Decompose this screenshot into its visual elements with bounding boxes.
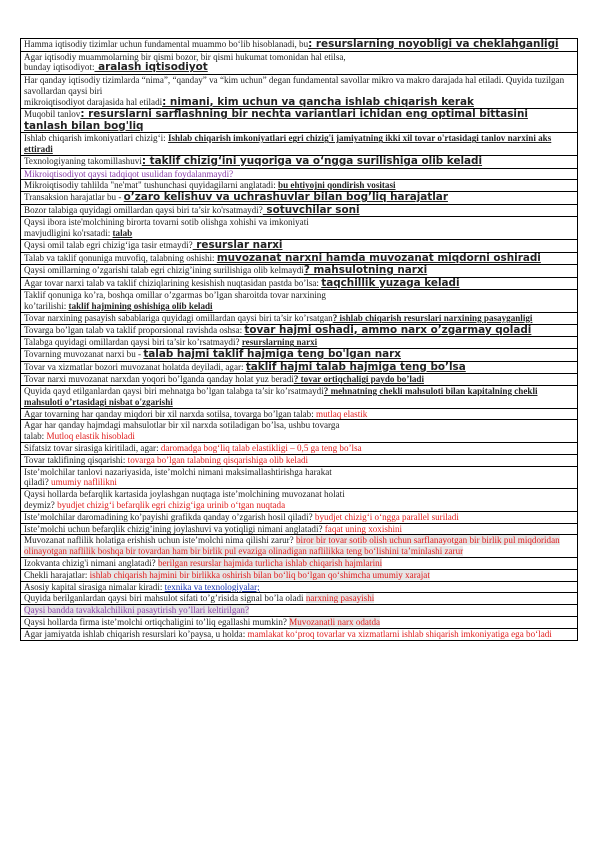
question-text: Qaysi omil talab egri chizig‘iga tasir etmaydi? <box>24 239 193 250</box>
question-text-continued: talab: <box>24 431 47 442</box>
answer-text: : nimani, kim uchun va qancha ishlab chiqarish kerak <box>162 95 474 108</box>
answer-text: : resurslarning noyobligi va cheklahganligi <box>308 39 559 50</box>
qa-row <box>21 593 577 605</box>
qa-row <box>21 39 577 52</box>
question-text-continued: deymiz? <box>24 500 58 511</box>
answer-text: sotuvchilar soni <box>262 204 360 216</box>
question-text-continued: mikroiqtisodiyot darajasida hal etiladi <box>24 96 163 107</box>
qa-row <box>21 535 577 558</box>
qa-row <box>21 489 577 512</box>
qa-row <box>21 290 577 313</box>
question-text: Talabga quyidagi omillardan qaysi biri ta’sir ko’rsatmaydi? <box>24 337 242 348</box>
answer-text: ? mahsulotning narxi <box>303 265 428 277</box>
answer-text: talab hajmi taklif hajmiga teng bo'lgan narx <box>143 349 401 361</box>
question-text: Mikroiqtisodiy tahlilda "ne'mat" tushunchasi quyidagilarni anglatadi: <box>24 180 279 191</box>
answer-text: daromadga bog‘liq talab elastikligi – 0,5 ga teng bo’lsa <box>160 443 362 454</box>
question-text: Agar tovarning har qanday miqdori bir xil narxda sotilsa, tovarga bo’lgan talab: <box>24 408 317 419</box>
qa-row <box>21 409 577 421</box>
answer-text: ? mehnatning chekli mahsuloti bilan kapitalning chekli mahsuloti o’rtasidagi nisbat o'zgarishi <box>24 386 538 407</box>
qa-row <box>21 325 577 338</box>
question-text: Mikroiqtisodiyot qaysi tadqiqot usulidan foydalanmaydi? <box>24 168 234 179</box>
question-text-continued: qiladi? <box>24 477 52 488</box>
answer-text: o’zaro kelishuv va uchrashuvlar bilan bog’liq harajatlar <box>123 192 448 204</box>
answer-text: narxning pasayishi <box>305 593 375 604</box>
qa-row <box>21 75 577 109</box>
question-text: Quyida berilganlardan qaysi biri mahsulot sifati to’g’risida signal bo’la oladi <box>24 593 306 604</box>
qa-row <box>21 253 577 266</box>
answer-text: ? tovar ortiqchaligi paydo bo’ladi <box>293 374 425 385</box>
qa-row <box>21 617 577 629</box>
qa-row <box>21 169 577 181</box>
qa-row <box>21 570 577 582</box>
answer-text: umumiy naflilikni <box>51 477 117 488</box>
qa-row <box>21 349 577 362</box>
qa-row <box>21 180 577 192</box>
answer-text: byudjet chizig‘i befarqlik egri chizig‘iga urinib o‘tgan nuqtada <box>57 500 286 511</box>
question-text: Muvozanat naflilik holatiga erishish uchun iste’molchi nima qilishi zarur? <box>24 535 296 546</box>
answer-text: Ishlab chiqarish imkoniyatlari egri chizig'i jamiyatning ikki xil tovar o'rtasidagi tanlov narxini aks ettiradi <box>24 133 552 155</box>
qa-row <box>21 455 577 467</box>
question-text: Muqobil tanlov <box>24 109 81 120</box>
qa-row <box>21 386 577 409</box>
answer-text: tovar hajmi oshadi, ammo narx o’zgarmay qoladi <box>244 324 532 336</box>
qa-row <box>21 337 577 349</box>
qa-row <box>21 52 577 75</box>
question-text: Tovar narxining pasayish sabablariga quyidagi omillardan qaysi biri ta’sir ko’rsatgan <box>24 312 333 323</box>
answer-text: aralash iqtisodiyot <box>94 61 208 74</box>
answer-text: Muvozanatli narx odatda <box>289 617 381 627</box>
question-text: Quyida qayd etilganlardan qaysi biri mehnatga bo’lgan talabga ta’sir ko’rsatmaydi <box>24 386 324 397</box>
answer-text: berilgan resurslar hajmida turlicha ishlab chiqarish hajmlarini <box>157 558 383 569</box>
question-text: Bozor talabiga quyidagi omillardan qaysi biri ta’sir ko'rsatmaydi? <box>24 204 263 215</box>
answer-text: faqat uning xoxishini <box>324 523 403 534</box>
answer-text: taklif hajmi talab hajmiga teng bo’lsa <box>245 361 466 373</box>
question-text: Agar har qanday hajmdagi mahsulotlar bir xil narxda sotiladigan bo’lsa, ushbu tovarga <box>24 420 340 431</box>
answer-text: ? ishlab chiqarish resurslari narxining pasayganligi <box>332 312 533 323</box>
question-text: Tovar va xizmatlar bozori muvozanat holatda deyiladi, agar: <box>24 361 246 372</box>
question-text: Qaysi ibora iste'molchining birorta tovarni sotib olishga xohishi va imkoniyati <box>24 217 309 228</box>
qa-row <box>21 467 577 490</box>
answer-text: bu ehtiyojni qondirish vositasi <box>278 180 396 191</box>
question-text: Chekli harajatlar: <box>24 569 90 580</box>
question-text: Tovar taklifining qisqarishi: <box>24 454 128 465</box>
question-text: Agar iqtisodiy muammolarning bir qismi bozor, bir qismi hukumat tomonidan hal etilsa, <box>24 51 346 62</box>
qa-row <box>21 629 577 641</box>
answer-text: ishlab chiqarish hajmini bir birlikka oshirish bilan bo‘liq bo‘lgan qo‘shimcha umumiy xarajat <box>89 569 430 580</box>
qa-row <box>21 205 577 218</box>
answer-text: biror bir tovar sotib olish uchun sarflanayotgan bir birlik pul miqdoridan olinayotgan naflilik boshqa bir tovardan ham bir birlik pul evaziga olinadigan naflilikka teng bo‘lishini ta’minlashi zarur <box>24 535 560 557</box>
question-text: Taklif qonuniga ko’ra, boshqa omillar o’zgarmas bo’lgan sharoitda tovar narxining <box>24 290 326 301</box>
qa-row <box>21 240 577 253</box>
answer-text: texnika va texnologiyalar; <box>164 581 260 592</box>
answer-text: resurslar narxi <box>192 239 283 251</box>
qa-row <box>21 278 577 291</box>
question-text: Qaysi hollarda befarqlik kartasida joylashgan nuqtaga iste’molchining muvozanat holati <box>24 489 345 500</box>
question-text: Agar jamiyatda ishlab chiqarish resurslari ko’paysa, u holda: <box>24 628 248 639</box>
question-text: Iste’molchi uchun befarqlik chizig’ining joylashuvi va yotiqligi nimani anglatadi? <box>24 523 325 534</box>
question-text: Sifatsiz tovar sirasiga kiritiladi, agar: <box>24 443 161 454</box>
answer-text: Mutloq elastik hisobladi <box>46 431 135 442</box>
question-text: Talab va taklif qonuniga muvofiq, talabning oshishi: <box>24 252 217 263</box>
question-text: Transaksion harajatlar bu - <box>24 192 124 203</box>
question-text: Har qanday iqtisodiy tizimlarda “nima”, “qanday” va “kim uchun” degan fundamental savollar mikro va makro darajada hal etiladi. Quyida tuzilgan savollardan qaysi biri <box>24 74 565 96</box>
qa-row <box>21 524 577 536</box>
qa-row <box>21 156 577 169</box>
answer-text: tovarga bo’lgan talabning qisqarishiga olib keladi <box>127 454 309 465</box>
qa-row <box>21 374 577 386</box>
qa-row <box>21 420 577 443</box>
answer-text: muvozanat narxni hamda muvozanat miqdorni oshiradi <box>216 252 541 264</box>
question-text: Tovarning muvozanat narxi bu - <box>24 349 144 360</box>
qa-row <box>21 512 577 524</box>
question-text: Tovarga bo’lgan talab va taklif proporsional ravishda oshsa: <box>24 324 245 335</box>
qa-row <box>21 133 577 156</box>
question-text: Qaysi bandda tavakkalchilikni pasaytirish yo’llari keltirilgan? <box>24 605 250 616</box>
answer-text: resurslarning narxi <box>241 337 318 348</box>
answer-text: taqchillik yuzaga keladi <box>321 277 460 289</box>
question-text: Qaysi omillarning o’zgarishi talab egri chizig’ining surilishiga olib kelmaydi <box>24 265 304 276</box>
answer-text: talab <box>112 228 133 239</box>
answer-text: taklif hajmining oshishiga olib keladi <box>68 301 213 312</box>
qa-row <box>21 582 577 594</box>
question-text-continued: bunday iqtisodiyot: <box>24 62 95 73</box>
question-text: Izokvanta chizig'i nimani anglatadi? <box>24 558 158 569</box>
qa-row <box>21 605 577 617</box>
question-text-continued: mavjudligini ko'rsatadi: <box>24 228 113 239</box>
question-text: Qaysi hollarda firma iste’molchi ortiqchaligini to’liq egallashi mumkin? <box>24 617 290 627</box>
question-text: Texnologiyaning takomillashuvi <box>24 155 142 166</box>
question-text-continued: ko’tarilishi: <box>24 301 69 312</box>
answer-text: byudjet chizig‘i o‘ngga parallel suriladi <box>314 511 459 522</box>
answer-text: mamlakat ko‘proq tovarlar va xizmatlarni ishlab shiqarish imkoniyatiga ega bo‘ladi <box>247 628 552 639</box>
quiz-table <box>20 38 578 641</box>
answer-text: mutlaq elastik <box>316 408 368 419</box>
question-text: Ishlab chiqarish imkoniyatlari chizig‘i: <box>24 133 168 144</box>
qa-row <box>21 265 577 278</box>
qa-row <box>21 443 577 455</box>
qa-row <box>21 558 577 570</box>
question-text: Tovar narxi muvozanat narxdan yoqori bo’lganda qanday holat yuz beradi <box>24 374 294 385</box>
qa-row <box>21 313 577 325</box>
qa-row <box>21 217 577 240</box>
question-text: Asosiy kapital sirasiga nimalar kiradi: <box>24 581 165 592</box>
qa-row <box>21 362 577 375</box>
question-text: Iste’molchilar tanlovi nazariyasida, iste’molchi nimani maksimallashtirishga harakat <box>24 466 332 477</box>
answer-text: : resurslarni sarflashning bir nechta variantlari ichidan eng optimal bittasini tanlash bilan bog'liq <box>24 109 528 132</box>
answer-text: : taklif chizig‘ini yuqoriga va o‘ngga surilishiga olib keladi <box>141 155 483 167</box>
qa-row <box>21 109 577 133</box>
question-text: Hamma iqtisodiy tizimlar uchun fundamental muammo bo‘lib hisoblanadi, bu <box>24 39 309 49</box>
question-text: Iste’molchilar daromadining ko’payishi grafikda qanday o’zgarish hosil qiladi? <box>24 511 315 522</box>
question-text: Agar tovar narxi talab va taklif chiziqlarining kesishish nuqtasidan pastda bo’lsa: <box>24 277 322 288</box>
qa-row <box>21 192 577 205</box>
